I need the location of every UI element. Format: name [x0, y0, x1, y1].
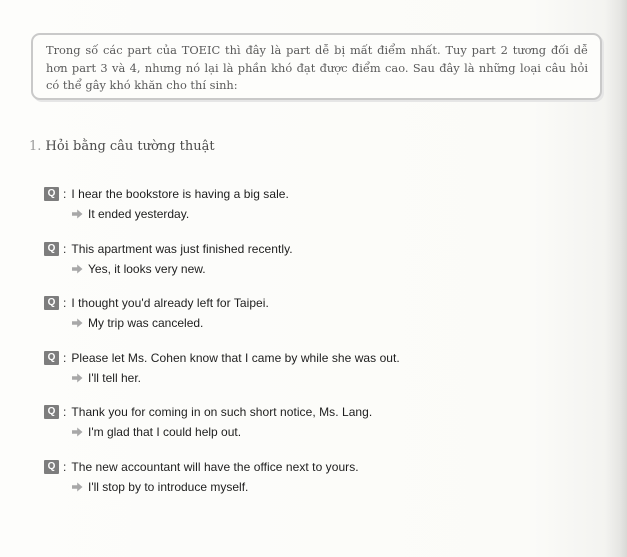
intro-text: Trong số các part của TOEIC thì đây là part dễ bị mất điểm nhất. Tuy part 2 tương đối dễ hơn part 3 và 4, nhưng nó lại là phần khó đạt được điểm cao. Sau đây là những loại câu hỏi có thể gây khó khăn cho thí sinh: [46, 43, 588, 92]
section-heading [29, 139, 215, 154]
question-row [44, 293, 269, 313]
arrow-right-icon [72, 368, 84, 388]
answer-text: My trip was canceled. [88, 316, 204, 330]
qa-item [44, 402, 604, 457]
question-badge: Q [44, 242, 59, 256]
question-colon: : [63, 350, 67, 365]
qa-list [44, 184, 604, 511]
question-colon: : [63, 405, 67, 419]
question-badge: Q [44, 460, 59, 474]
question-badge: Q [44, 296, 59, 310]
answer-text: I'll stop by to introduce myself. [88, 479, 249, 494]
question-row [44, 184, 289, 204]
question-badge: Q [44, 351, 59, 365]
qa-item [44, 457, 604, 512]
arrow-right-icon [72, 313, 84, 333]
question-row [44, 457, 359, 477]
arrow-right-icon [72, 204, 84, 224]
question-text: Please let Ms. Cohen know that I came by while she was out. [71, 350, 400, 365]
question-row [44, 402, 372, 422]
answer-row [72, 259, 206, 279]
answer-row [72, 204, 189, 224]
question-colon: : [63, 459, 67, 474]
arrow-right-icon [72, 477, 84, 497]
answer-row [72, 313, 203, 333]
answer-text: I'm glad that I could help out. [88, 425, 242, 439]
answer-row [72, 477, 248, 497]
question-text: The new accountant will have the office next to yours. [71, 459, 359, 474]
answer-text: I'll tell her. [88, 370, 141, 385]
question-text: I hear the bookstore is having a big sale. [71, 187, 289, 201]
question-row [44, 239, 293, 259]
answer-text: It ended yesterday. [88, 207, 190, 221]
intro-box [31, 33, 602, 100]
question-colon: : [63, 241, 67, 256]
answer-row [72, 368, 141, 388]
arrow-right-icon [72, 422, 84, 442]
arrow-right-icon [72, 259, 84, 279]
section-number: 1. [29, 139, 42, 154]
page-edge-shadow [605, 0, 627, 557]
qa-item [44, 239, 604, 294]
question-colon: : [63, 187, 67, 201]
question-row [44, 348, 400, 368]
answer-row [72, 422, 241, 442]
question-text: I thought you'd already left for Taipei. [71, 296, 269, 310]
question-badge: Q [44, 187, 59, 201]
question-colon: : [63, 296, 67, 310]
answer-text: Yes, it looks very new. [88, 261, 206, 276]
qa-item [44, 184, 604, 239]
question-text: Thank you for coming in on such short notice, Ms. Lang. [71, 405, 373, 419]
qa-item [44, 348, 604, 403]
qa-item [44, 293, 604, 348]
section-title: Hỏi bằng câu tường thuật [45, 139, 215, 154]
question-text: This apartment was just finished recently. [71, 241, 293, 256]
question-badge: Q [44, 405, 59, 419]
